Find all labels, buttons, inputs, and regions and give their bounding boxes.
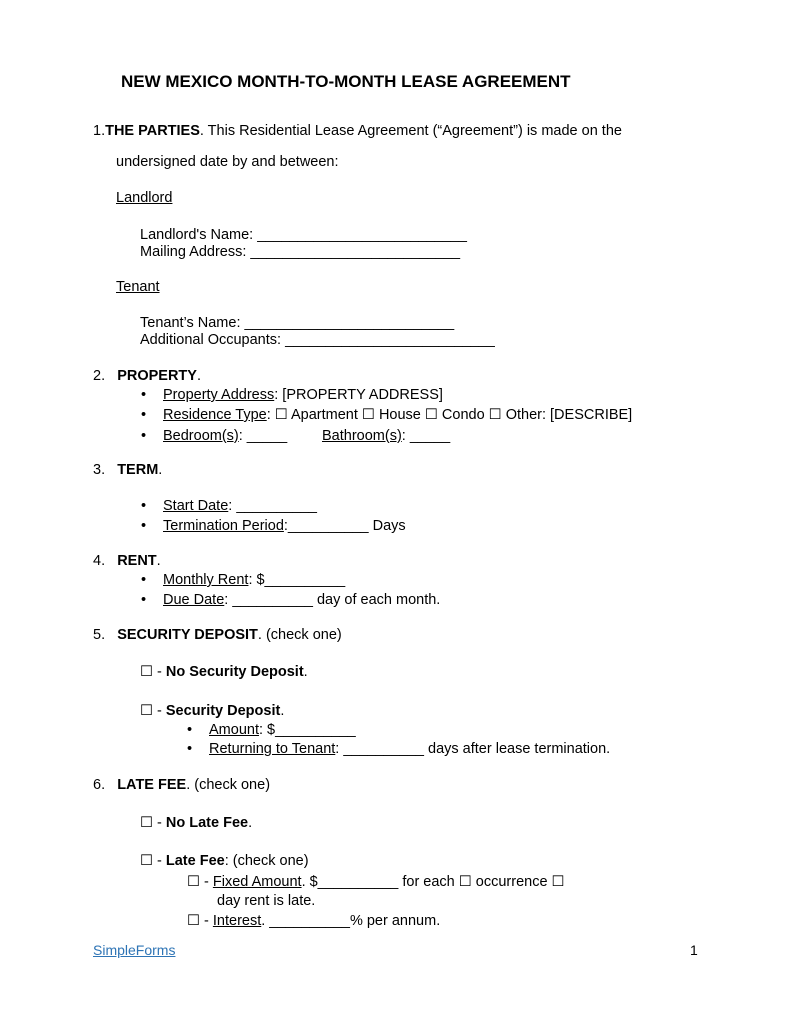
- section-3-heading: TERM: [117, 462, 159, 478]
- monthly-rent-item: [163, 572, 345, 588]
- late-fee-label: Late Fee: [165, 853, 225, 869]
- section-6-heading: LATE FEE: [117, 777, 187, 793]
- checkbox-icon[interactable]: ☐ -: [187, 874, 213, 890]
- section-2-heading: PROPERTY: [117, 368, 197, 384]
- monthly-rent-value: : $__________: [248, 572, 346, 588]
- termination-period-label: Termination Period: [163, 518, 284, 534]
- interest-option: [187, 913, 440, 929]
- section-1-line: [93, 123, 622, 139]
- section-4-line: [93, 553, 161, 569]
- due-date-label: Due Date: [163, 592, 225, 608]
- start-date-value: : __________: [228, 498, 317, 514]
- checkbox-icon[interactable]: ☐ -: [140, 853, 166, 869]
- deposit-amount-value: : $__________: [258, 722, 356, 738]
- bedrooms-label: Bedroom(s): [163, 428, 239, 444]
- no-security-deposit-label: No Security Deposit: [165, 664, 304, 680]
- section-5-heading: SECURITY DEPOSIT: [117, 627, 258, 643]
- start-date-item: [163, 498, 317, 514]
- section-4-heading: RENT: [117, 553, 157, 569]
- property-address-item: [163, 387, 443, 403]
- deposit-amount-item: [209, 722, 356, 738]
- section-5-suffix: . (check one): [257, 627, 342, 643]
- landlord-name-field: Landlord's Name: __________________________: [140, 227, 467, 243]
- section-6-line: [93, 777, 270, 793]
- document-title: NEW MEXICO MONTH-TO-MONTH LEASE AGREEMENT: [121, 72, 571, 91]
- deposit-return-label: Returning to Tenant: [209, 741, 336, 757]
- fixed-amount-cont: day rent is late.: [217, 893, 316, 909]
- section-5-number: 5.: [93, 627, 106, 643]
- checkbox-icon[interactable]: ☐ -: [140, 815, 166, 831]
- bedrooms-item: [163, 428, 287, 444]
- section-1-text: . This Residential Lease Agreement (“Agreement”) is made on the: [199, 123, 622, 139]
- section-1-heading: THE PARTIES: [105, 123, 200, 139]
- fixed-amount-label: Fixed Amount: [212, 874, 302, 890]
- section-2-dot: .: [196, 368, 201, 384]
- section-6-number: 6.: [93, 777, 106, 793]
- section-2-line: [93, 368, 201, 384]
- security-deposit-label: Security Deposit: [165, 703, 281, 719]
- section-1-number: 1.: [93, 123, 106, 139]
- deposit-return-value: : __________ days after lease termination.: [335, 741, 611, 757]
- interest-value: . __________% per annum.: [261, 913, 441, 929]
- section-3-number: 3.: [93, 462, 106, 478]
- bedrooms-value: : _____: [238, 428, 288, 444]
- deposit-return-item: [209, 741, 610, 757]
- no-security-deposit-dot: .: [303, 664, 308, 680]
- section-4-number: 4.: [93, 553, 106, 569]
- property-address-value: : [PROPERTY ADDRESS]: [274, 387, 443, 403]
- no-late-fee-dot: .: [248, 815, 253, 831]
- section-4-dot: .: [156, 553, 161, 569]
- residence-type-label: Residence Type: [163, 407, 267, 423]
- checkbox-icon[interactable]: ☐ -: [140, 664, 166, 680]
- due-date-value: : __________ day of each month.: [224, 592, 441, 608]
- bathrooms-label: Bathroom(s): [322, 428, 402, 444]
- bathrooms-value: : _____: [401, 428, 451, 444]
- residence-type-item: [163, 407, 632, 423]
- security-deposit-dot: .: [280, 703, 285, 719]
- deposit-amount-label: Amount: [209, 722, 259, 738]
- section-2-number: 2.: [93, 368, 106, 384]
- late-fee-option: [140, 853, 309, 869]
- tenant-label: Tenant: [116, 279, 160, 295]
- fixed-amount-value: . $__________ for each ☐ occurrence ☐: [301, 874, 565, 890]
- bathrooms-item: [322, 428, 450, 444]
- due-date-item: [163, 592, 440, 608]
- section-3-line: [93, 462, 162, 478]
- section-5-line: [93, 627, 342, 643]
- security-deposit-option: [140, 703, 284, 719]
- termination-period-item: [163, 518, 406, 534]
- start-date-label: Start Date: [163, 498, 229, 514]
- checkbox-icon[interactable]: ☐ -: [140, 703, 166, 719]
- page-number: 1: [690, 942, 698, 958]
- occupants-field: Additional Occupants: __________________________: [140, 332, 495, 348]
- landlord-address-field: Mailing Address: __________________________: [140, 244, 461, 260]
- section-3-dot: .: [158, 462, 163, 478]
- landlord-label: Landlord: [116, 190, 173, 206]
- monthly-rent-label: Monthly Rent: [163, 572, 249, 588]
- fixed-amount-option: [187, 874, 565, 890]
- late-fee-suffix: : (check one): [224, 853, 309, 869]
- footer-brand-link[interactable]: SimpleForms: [93, 942, 176, 958]
- no-security-deposit-option: [140, 664, 308, 680]
- section-6-suffix: . (check one): [186, 777, 271, 793]
- termination-period-value: :__________ Days: [283, 518, 406, 534]
- residence-type-value: : ☐ Apartment ☐ House ☐ Condo ☐ Other: [DESCRIBE]: [266, 407, 633, 423]
- interest-label: Interest: [212, 913, 262, 929]
- section-1-text-cont: undersigned date by and between:: [116, 154, 339, 170]
- no-late-fee-label: No Late Fee: [165, 815, 249, 831]
- tenant-name-field: Tenant’s Name: __________________________: [140, 315, 455, 331]
- checkbox-icon[interactable]: ☐ -: [187, 913, 213, 929]
- property-address-label: Property Address: [163, 387, 275, 403]
- no-late-fee-option: [140, 815, 252, 831]
